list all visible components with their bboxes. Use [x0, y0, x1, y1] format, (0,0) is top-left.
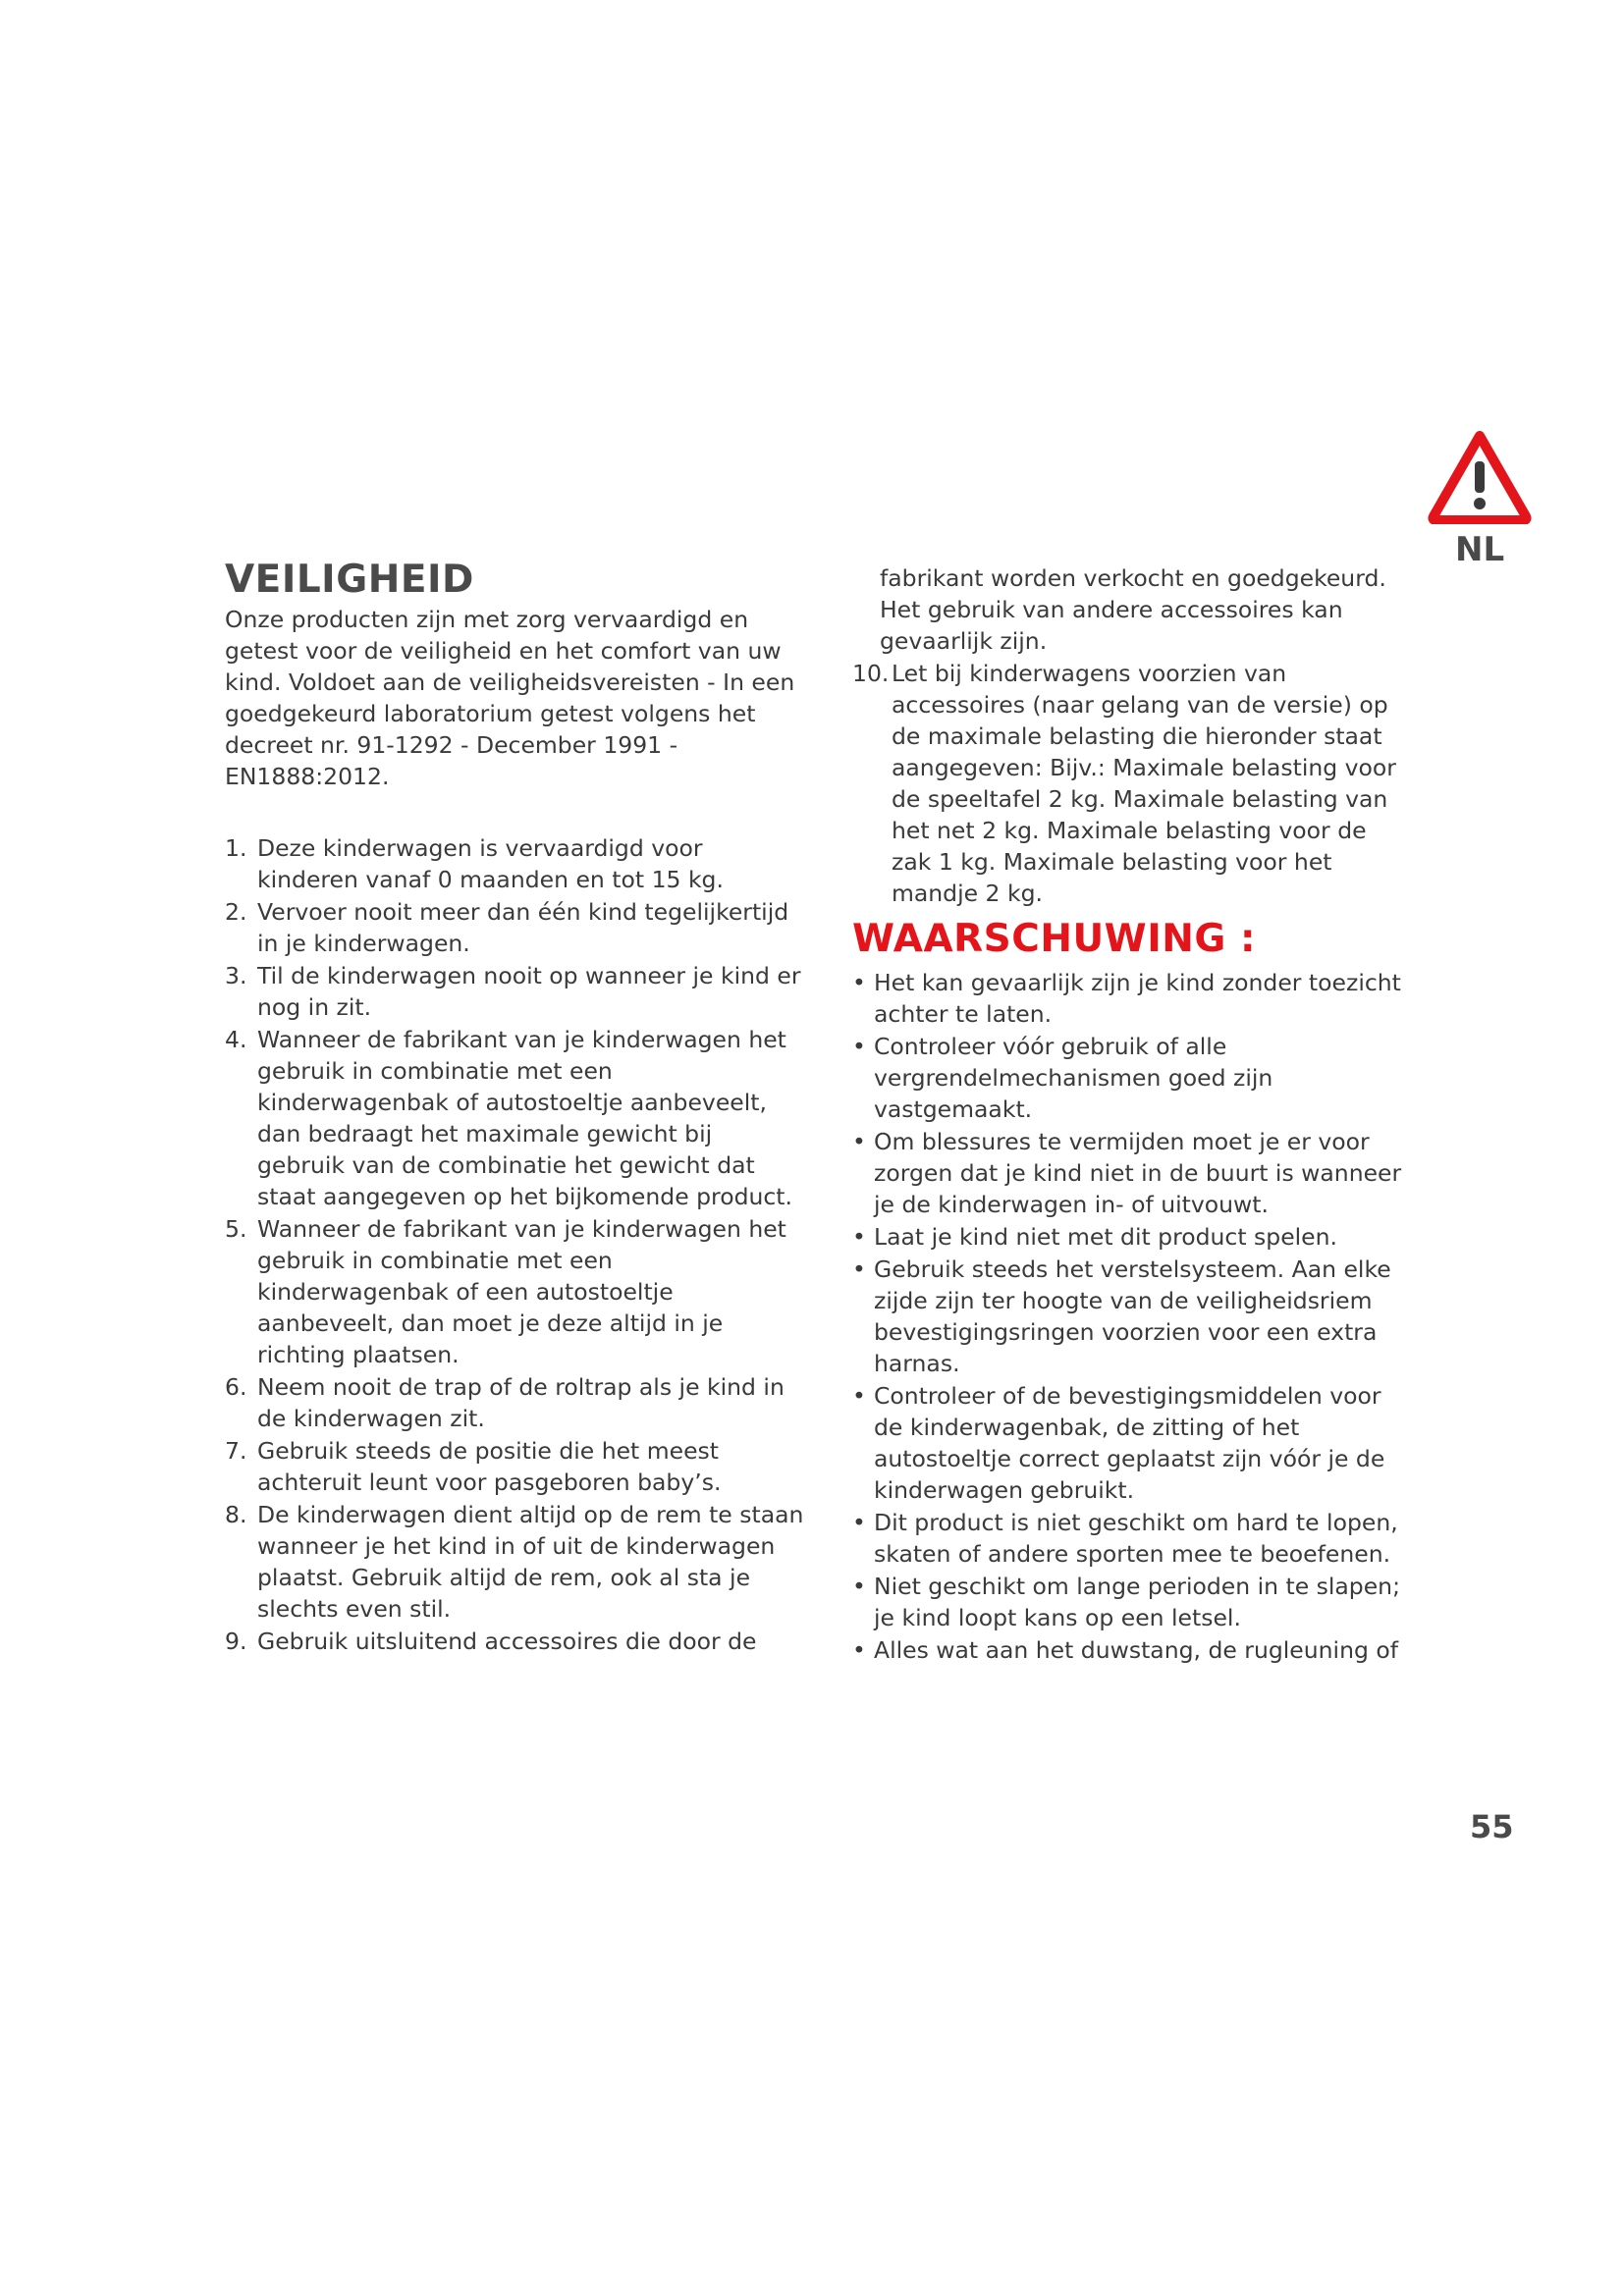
list-item — [852, 1634, 1402, 1666]
list-item — [852, 1380, 1402, 1506]
list-item — [225, 1371, 804, 1434]
bullet-icon: • — [852, 1128, 866, 1155]
item-text: De kinderwagen dient altijd op de rem te staan wanneer je het kind in of uit de kinderwagen plaatst. Gebruik altijd de rem, ook al sta je slechts even stil. — [257, 1501, 804, 1623]
item-text: Til de kinderwagen nooit op wanneer je kind er nog in zit. — [257, 962, 801, 1021]
item-text: Niet geschikt om lange perioden in te slapen; je kind loopt kans op een letsel. — [874, 1573, 1400, 1631]
list-item — [852, 1126, 1402, 1220]
item-text: Wanneer de fabrikant van je kinderwagen het gebruik in combinatie met een kinderwagenbak of autostoeltje aanbeveelt, dan bedraagt het maximale gewicht bij gebruik van de combinatie het gewicht dat staat aangegeven op het bijkomende product. — [257, 1026, 792, 1210]
item-text: Alles wat aan het duwstang, de rugleuning of — [874, 1636, 1399, 1664]
page-number: 55 — [1470, 1808, 1514, 1845]
item-text: Neem nooit de trap of de roltrap als je kind in de kinderwagen zit. — [257, 1373, 785, 1432]
item-number: 9. — [225, 1628, 247, 1655]
item-number: 2. — [225, 898, 247, 926]
warning-list — [852, 967, 1402, 1667]
item-text: Laat je kind niet met dit product spelen. — [874, 1223, 1338, 1251]
bullet-icon: • — [852, 1382, 866, 1410]
item-text: Controleer vóór gebruik of alle vergrendelmechanismen goed zijn vastgemaakt. — [874, 1033, 1273, 1123]
item-text: Het kan gevaarlijk zijn je kind zonder toezicht achter te laten. — [874, 969, 1401, 1028]
item-text: Gebruik steeds de positie die het meest achteruit leunt voor pasgeboren baby’s. — [257, 1437, 722, 1496]
bullet-icon: • — [852, 969, 866, 996]
safety-list-continued — [852, 658, 1402, 909]
list-item — [852, 1221, 1402, 1253]
item-text: Gebruik steeds het verstelsysteem. Aan elke zijde zijn ter hoogte van de veiligheidsriem bevestigingsringen voorzien voor een extra harnas. — [874, 1255, 1391, 1377]
item-text: Dit product is niet geschikt om hard te lopen, skaten of andere sporten mee te beoefenen. — [874, 1509, 1398, 1568]
bullet-icon: • — [852, 1255, 866, 1283]
bullet-icon: • — [852, 1223, 866, 1251]
list-item — [852, 1254, 1402, 1379]
warning-title: WAARSCHUWING : — [852, 917, 1257, 961]
safety-title: VEILIGHEID — [225, 558, 474, 602]
item-9-continued: fabrikant worden verkocht en goedgekeurd. Het gebruik van andere accessoires kan gevaarlijk zijn. — [880, 564, 1386, 655]
language-badge: NL — [1455, 530, 1505, 569]
list-item — [225, 1213, 804, 1370]
list-item — [225, 1626, 804, 1657]
item-number: 6. — [225, 1373, 247, 1401]
list-item — [225, 1024, 804, 1212]
item-text: Gebruik uitsluitend accessoires die door de — [257, 1628, 757, 1655]
item-number: 8. — [225, 1501, 247, 1528]
item-number: 4. — [225, 1026, 247, 1053]
item-text: Wanneer de fabrikant van je kinderwagen het gebruik in combinatie met een kinderwagenbak of een autostoeltje aanbeveelt, dan moet je deze altijd in je richting plaatsen. — [257, 1215, 786, 1368]
item-text: Let bij kinderwagens voorzien van accessoires (naar gelang van de versie) op de maximale belasting die hieronder staat aangegeven: Bijv.: Maximale belasting voor de speeltafel 2 kg. Maximale belasting van het net 2 kg. Maximale belasting voor de zak 1 kg. Maximale belasting voor het mandje 2 kg. — [892, 660, 1396, 907]
list-item — [852, 658, 1402, 909]
list-item — [852, 967, 1402, 1030]
item-number: 1. — [225, 834, 247, 862]
list-item — [225, 1499, 804, 1625]
bullet-icon: • — [852, 1636, 866, 1664]
item-text: Om blessures te vermijden moet je er voor zorgen dat je kind niet in de buurt is wanneer je de kinderwagen in- of uitvouwt. — [874, 1128, 1402, 1218]
item-number: 3. — [225, 962, 247, 989]
list-item — [225, 960, 804, 1023]
list-item — [225, 832, 804, 895]
list-item — [852, 1031, 1402, 1125]
list-item — [852, 1507, 1402, 1570]
item-text: Controleer of de bevestigingsmiddelen voor de kinderwagenbak, de zitting of het autostoeltje correct geplaatst zijn vóór je de kinderwagen gebruikt. — [874, 1382, 1385, 1504]
item-number: 10. — [852, 660, 890, 687]
item-number: 5. — [225, 1215, 247, 1243]
list-item — [225, 896, 804, 959]
bullet-icon: • — [852, 1509, 866, 1536]
bullet-icon: • — [852, 1573, 866, 1600]
list-item — [852, 1571, 1402, 1633]
item-text: Deze kinderwagen is vervaardigd voor kinderen vanaf 0 maanden en tot 15 kg. — [257, 834, 724, 893]
item-number: 7. — [225, 1437, 247, 1465]
item-text: Vervoer nooit meer dan één kind tegelijkertijd in je kinderwagen. — [257, 898, 789, 957]
warning-triangle-icon — [1428, 430, 1532, 524]
list-item — [225, 1435, 804, 1498]
bullet-icon: • — [852, 1033, 866, 1060]
safety-list — [225, 832, 804, 1658]
safety-intro: Onze producten zijn met zorg vervaardigd en getest voor de veiligheid en het comfort van uw kind. Voldoet aan de veiligheidsvereisten - In een goedgekeurd laboratorium getest volgens het decreet nr. 91-1292 - December 1991 - EN1888:2012. — [225, 606, 795, 790]
